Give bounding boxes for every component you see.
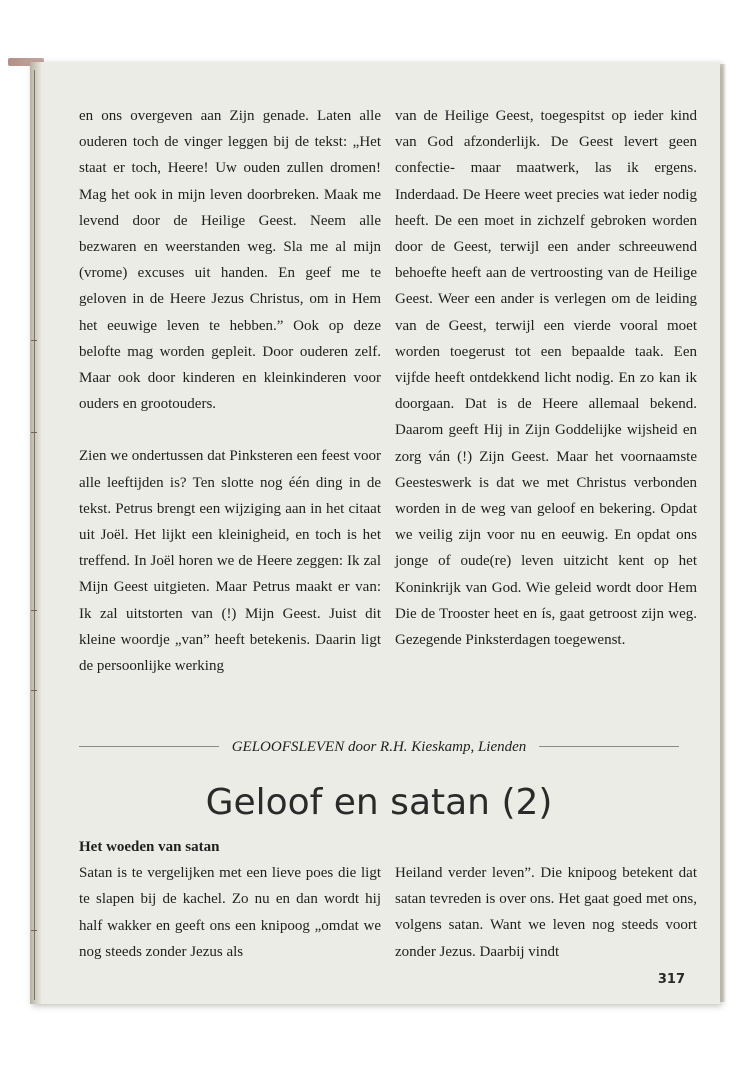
binding-stitch <box>31 432 37 433</box>
divider-right <box>539 746 679 747</box>
article-title: Geloof en satan (2) <box>205 782 553 823</box>
binding-stitch <box>31 610 37 611</box>
paragraph: Satan is te vergelijken met een lieve poes die ligt te slapen bij de kachel. Zo nu en dan wordt hij half wakker en geeft ons een knipoog „omdat we nog steeds zonder Jezus als <box>79 865 381 960</box>
byline-row <box>79 734 679 760</box>
binding-stitch <box>31 690 37 691</box>
paragraph: van de Heilige Geest, toegespitst op ieder kind van God afzonderlijk. De Geest levert geen confectie- maar maatwerk, las ik ergens. Inderdaad. De Heere weet precies wat ieder nodig heeft. De een moet in zichzelf gebroken worden door de Geest, terwijl een ander schreeuwend behoefte heeft aan de vertroosting van de Heilige Geest. Weer een ander is verlegen om de leiding van de Geest, terwijl een vierde vooral moet worden toegerust tot een bepaalde taak. Een vijfde heeft ontdekkend licht nodig. En zo kan ik doorgaan. Dat is de Heere allemaal bekend. Daarom geeft Hij in Zijn Goddelijke wijsheid en zorg ván (!) Zijn Geest. Maar het voornaamste Geesteswerk is dat we met Christus verbonden worden in de weg van geloof en bekering. Opdat we veilig zijn voor nu en eeuwig. En opdat ons jonge of oude(re) leven uitzicht kent op het Koninkrijk van God. Wie geleid wordt door Hem Die de Trooster heet en ís, gaat getroost zijn weg. Gezegende Pinksterdagen toegewenst. <box>395 108 697 649</box>
binding-thread <box>34 70 35 1000</box>
paragraph: Heiland verder leven”. Die knipoog betekent dat satan tevreden is over ons. Het gaat goed met ons, volgens satan. Want we leven nog steeds voort zonder Jezus. Daarbij vindt <box>395 865 697 960</box>
byline: GELOOFSLEVEN door R.H. Kieskamp, Lienden <box>231 739 527 755</box>
article-column-left <box>79 834 381 965</box>
binding-stitch <box>31 930 37 931</box>
paragraph: en ons overgeven aan Zijn genade. Laten alle ouderen toch de vinger leggen bij de tekst: „Het staat er toch, Heere! Uw ouden zullen dromen! Mag het ook in mijn leven doorbreken. Maak me levend door de Heilige Geest. Neem alle bezwaren en weerstanden weg. Sla me al mijn (vrome) excuses uit handen. En geef me te geloven in de Heere Jezus Christus, om in Hem het eeuwige leven te hebben.” Ook op deze belofte mag worden gepleit. Door ouderen zelf. Maar ook door kinderen en kleinkinderen voor ouders en grootouders. <box>79 108 381 413</box>
book-spine <box>30 62 42 1004</box>
section-heading: Het woeden van satan <box>79 839 220 855</box>
column-right <box>395 103 697 653</box>
binding-stitch <box>31 340 37 341</box>
article-column-right <box>395 860 697 965</box>
column-left <box>79 103 381 679</box>
page-number: 317 <box>657 972 685 987</box>
paragraph: Zien we ondertussen dat Pinksteren een feest voor alle leeftijden is? Ten slotte nog één ding in de tekst. Petrus brengt een wijziging aan in het citaat uit Joël. Het lijkt een kleinigheid, en toch is het treffend. In Joël horen we de Heere zeggen: Ik zal Mijn Geest uitgieten. Maar Petrus maakt er van: Ik zal uitstorten van (!) Mijn Geest. Juist dit kleine woordje „van” heeft betekenis. Daarin ligt de persoonlijke werking <box>79 448 381 675</box>
